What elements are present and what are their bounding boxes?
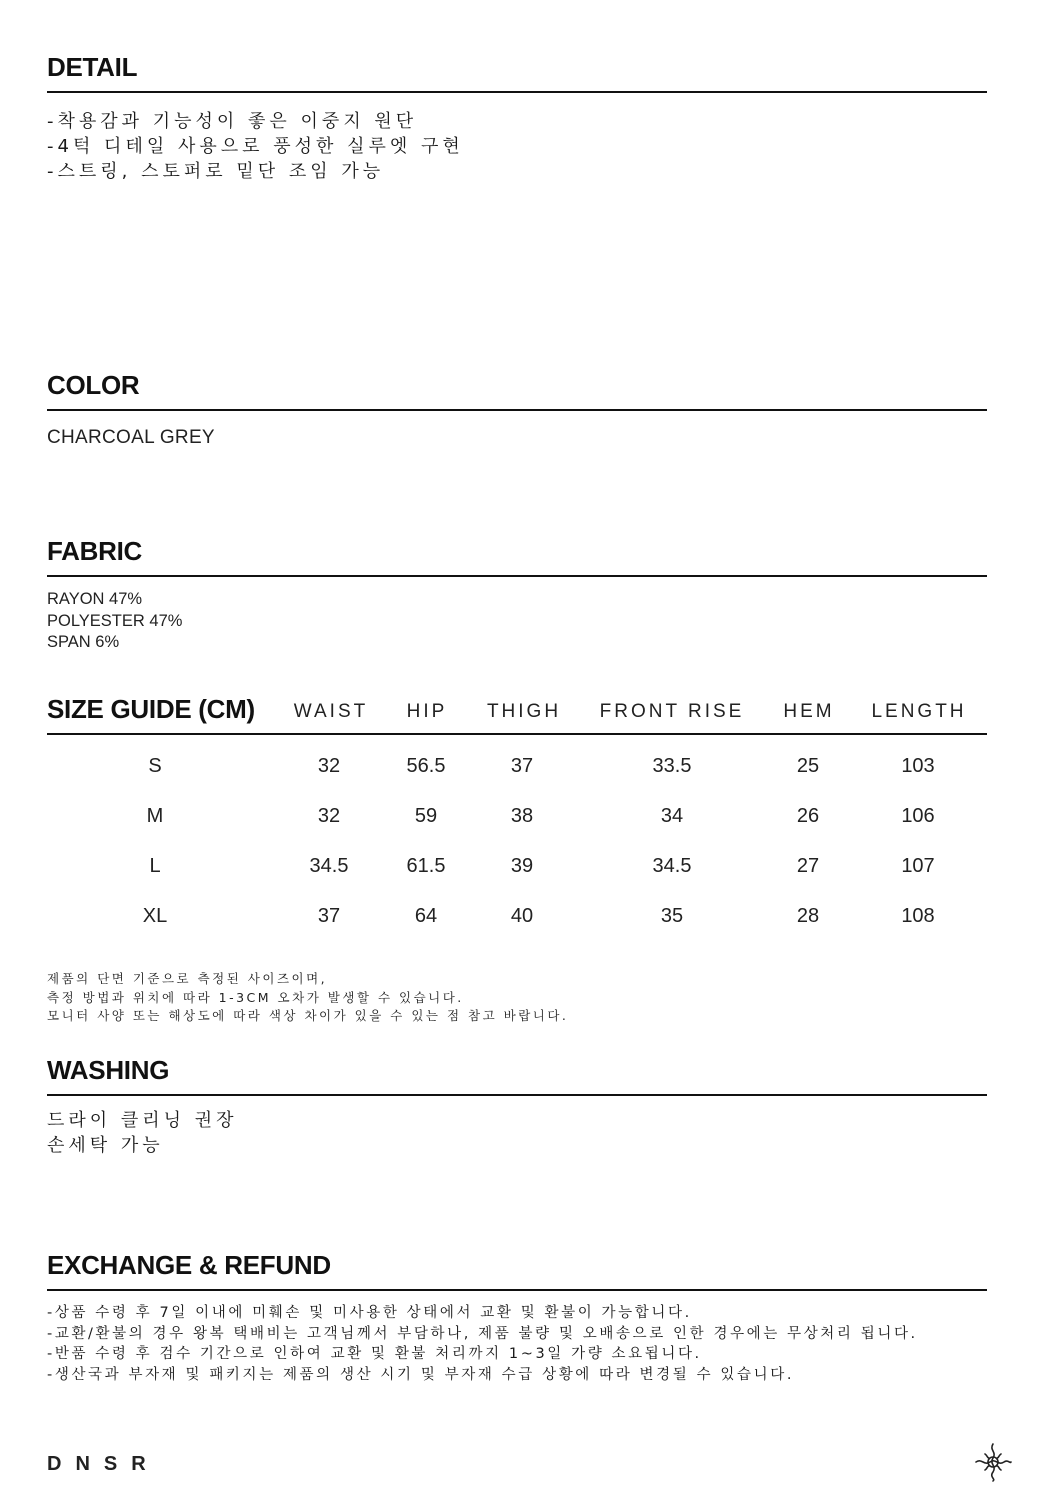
washing-list [47,1108,987,1158]
brand-wordmark: DNSR [47,1453,160,1475]
exchange-divider [47,1289,987,1291]
thigh-value: 38 [510,805,534,827]
fabric-section [47,536,987,654]
exchange-line: -생산국과 부자재 및 패키지는 제품의 생산 시기 및 부자재 수급 상황에 따라 변경될 수 있습니다. [47,1366,795,1383]
detail-section [47,52,987,184]
size-note-line: 측정 방법과 위치에 따라 1-3CM 오차가 발생할 수 있습니다. [47,989,464,1005]
length-value: 103 [901,755,935,777]
size-row-s [0,755,1041,785]
size-label: XL [142,905,168,927]
exchange-title: EXCHANGE & REFUND [47,1250,331,1280]
column-header-front-rise: FRONT RISE [599,701,745,722]
washing-section [47,1055,987,1158]
thigh-value: 39 [510,855,534,877]
hem-value: 25 [796,755,820,777]
size-row-l [0,855,1041,885]
washing-line: 손세탁 가능 [47,1135,164,1156]
color-value: CHARCOAL GREY [47,427,215,448]
fabric-line: SPAN 6% [47,633,120,651]
washing-line: 드라이 클리닝 권장 [47,1110,238,1131]
detail-line: -스트링, 스토퍼로 밑단 조임 가능 [47,161,385,182]
size-label: M [146,805,164,827]
flourish-knot-icon [972,1441,1014,1483]
detail-line: -4턱 디테일 사용으로 풍성한 실루엣 구현 [47,136,464,157]
front-rise-value: 33.5 [652,755,692,777]
hem-value: 27 [796,855,820,877]
exchange-section [47,1250,987,1385]
thigh-value: 37 [510,755,534,777]
hem-value: 26 [796,805,820,827]
hip-value: 61.5 [406,855,446,877]
size-label: S [148,755,162,777]
hip-value: 56.5 [406,755,446,777]
exchange-line: -교환/환불의 경우 왕복 택배비는 고객님께서 부담하나, 제품 불량 및 오배송으로 인한 경우에는 무상처리 됩니다. [47,1325,918,1342]
color-section [47,370,987,449]
front-rise-value: 35 [660,905,684,927]
color-title: COLOR [47,370,140,400]
waist-value: 34.5 [309,855,349,877]
column-header-thigh: THIGH [486,701,562,722]
exchange-line: -상품 수령 후 7일 이내에 미훼손 및 미사용한 상태에서 교환 및 환불이 가능합니다. [47,1305,692,1321]
hip-value: 64 [414,905,438,927]
waist-value: 37 [317,905,341,927]
fabric-list [47,589,987,654]
column-header-length: LENGTH [871,701,967,722]
front-rise-value: 34.5 [652,855,692,877]
fabric-divider [47,575,987,577]
size-guide-title: SIZE GUIDE (CM) [47,694,255,724]
column-header-hem: HEM [783,701,835,722]
exchange-line: -반품 수령 후 검수 기간으로 인하여 교환 및 환불 처리까지 1~3일 가량 소요됩니다. [47,1346,702,1362]
front-rise-value: 34 [660,805,684,827]
length-value: 107 [901,855,935,877]
length-value: 106 [901,805,935,827]
size-note-line: 모니터 사양 또는 해상도에 따라 색상 차이가 있을 수 있는 점 참고 바랍니다. [47,1008,569,1023]
fabric-line: RAYON 47% [47,590,143,608]
thigh-value: 40 [510,905,534,927]
hip-value: 59 [414,805,438,827]
size-guide-header [47,694,987,726]
washing-title: WASHING [47,1055,170,1085]
size-note-line: 제품의 단면 기준으로 측정된 사이즈이며, [47,971,328,986]
length-value: 108 [901,905,935,927]
waist-value: 32 [317,755,341,777]
size-notes [47,970,987,1026]
size-label: L [149,855,161,877]
size-row-xl [0,905,1041,935]
washing-divider [47,1094,987,1096]
exchange-list [47,1303,987,1385]
fabric-line: POLYESTER 47% [47,611,183,630]
detail-divider [47,91,987,93]
size-guide-divider [47,733,987,735]
detail-title: DETAIL [47,52,138,82]
detail-list [47,109,987,184]
column-header-hip: HIP [406,701,448,722]
column-header-waist: WAIST [293,701,369,722]
fabric-title: FABRIC [47,536,142,566]
waist-value: 32 [317,805,341,827]
detail-line: -착용감과 기능성이 좋은 이중지 원단 [47,111,418,132]
color-divider [47,409,987,411]
hem-value: 28 [796,905,820,927]
size-row-m [0,805,1041,835]
